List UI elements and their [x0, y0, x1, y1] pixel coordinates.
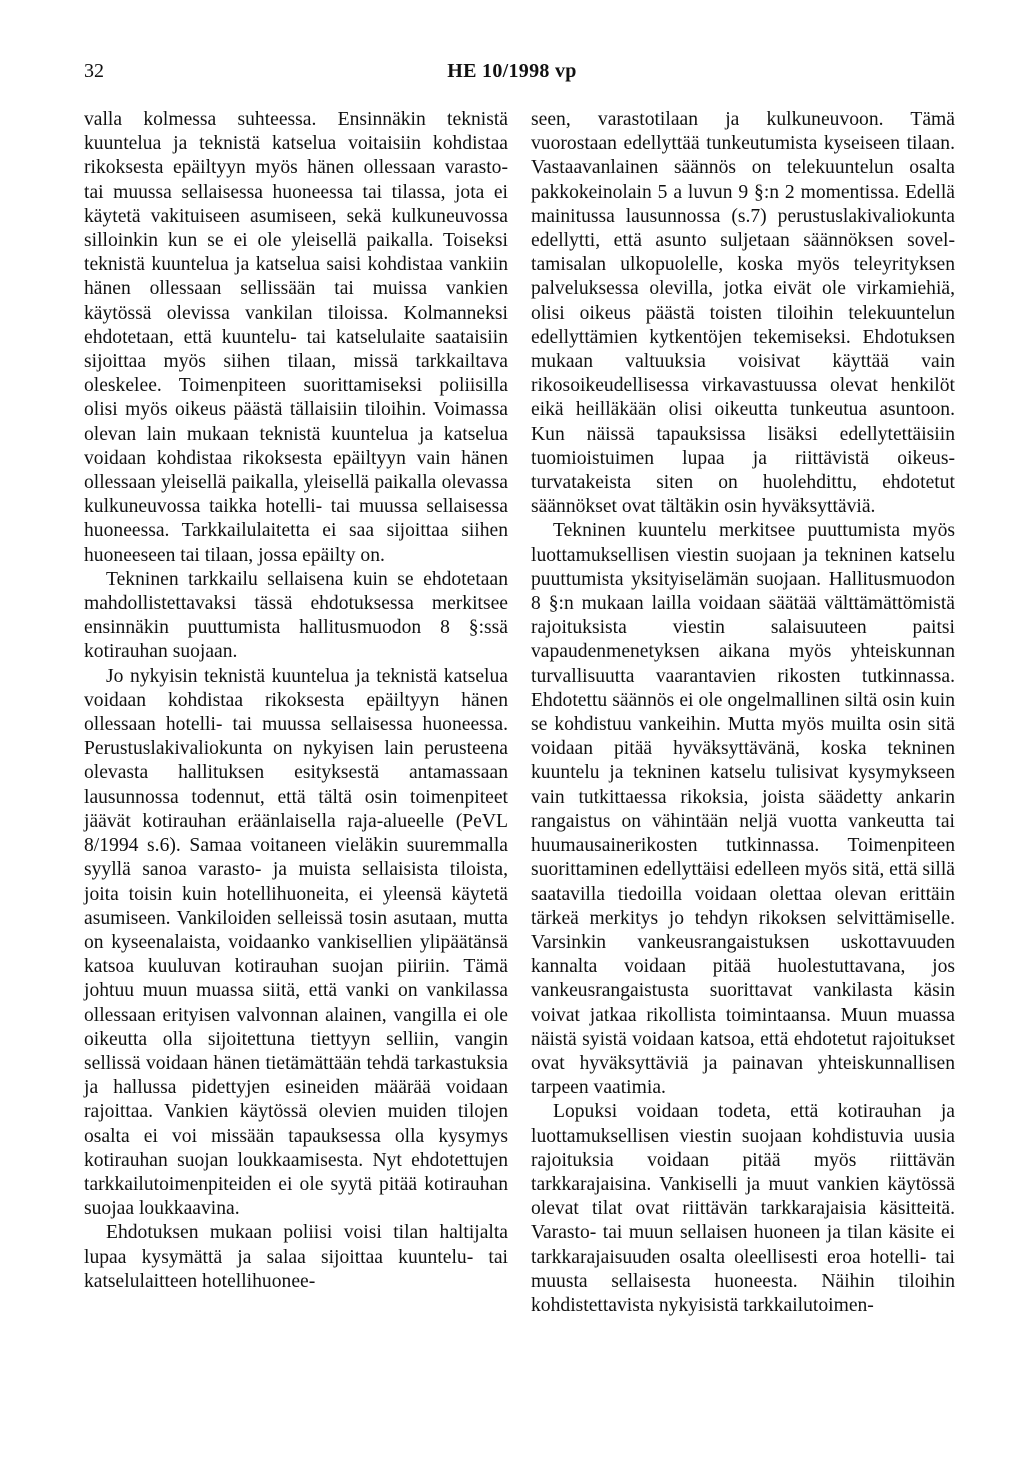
paragraph: Ehdotuksen mukaan poliisi voisi tilan haltijalta lupaa kysymättä ja salaa sijoittaa kuuntelu- tai katselulaitteen hotellihuonee- — [84, 1222, 508, 1292]
left-column — [84, 108, 508, 1294]
paragraph: seen, varastotilaan ja kulkuneuvoon. Tämä vuorostaan edellyttää tunkeutumista kyseiseen tilaan. Vastaavanlainen säännös on telekuuntelun osalta pakkokeinolain 5 a luvun 9 §:n 2 momentissa. Edellä mainitussa lausunnossa (s.7) perustuslakivaliokunta edellytti, että asunto suljetaan säännöksen soveltamisalan ulkopuolelle, koska myös teleyrityksen palveluksessa olevilla, jotka eivät ole virkamiehiä, olisi oikeus päästä toisten tiloihin telekuuntelun edellyttämien kytkentöjen tekemiseksi. Ehdotuksen mukaan valtuuksia voisivat käyttää vain rikosoikeudellisessa virkavastuussa olevat henkilöt eikä heilläkään olisi oikeutta tunkeutua asuntoon. Kun näissä tapauksissa lisäksi edellytettäisiin tuomioistuimen lupaa ja riittävistä oikeusturvatakeista siten on huolehdittu, ehdotetut säännökset ovat tältäkin osin hyväksyttäviä. — [531, 109, 955, 518]
paragraph: Lopuksi voidaan todeta, että kotirauhan ja luottamuksellisen viestin suojaan kohdistuvia uusia rajoituksia voidaan pitää myös riittävän tarkkarajaisina. Vankiselli ja muut vankien käytössä olevat tilat ovat riittävän tarkkarajaisia käsitteitä. Varasto- tai muun sellaisen huoneen ja tilan käsite ei tarkkarajaisuuden osalta oleellisesti eroa hotelli- tai muusta sellaisesta huoneesta. Näihin tiloihin kohdistettavista nykyisistä tarkkailutoimen- — [531, 1101, 955, 1316]
paragraph: Jo nykyisin teknistä kuuntelua ja teknistä katselua voidaan kohdistaa rikoksesta epäiltyyn hänen ollessaan hotelli- tai muussa sellaisessa huoneessa. Perustuslakivaliokunta on nykyisen lain perusteena olevasta hallituksen esityksestä antamassaan lausunnossa todennut, että tältä osin toimenpiteet jäävät kotirauhan eräänlaisella raja-alueelle (PeVL 8/1994 s.6). Samaa voitaneen vieläkin suuremmalla syyllä sanoa varasto- ja muista sellaisista tiloista, joita toisin kuin hotellihuoneita, ei yleensä käytetä asumiseen. Vankiloiden selleissä tosin asutaan, mutta on kyseenalaista, voidaanko vankisellien ylipäätänsä katsoa kuuluvan kotirauhan suojan piiriin. Tämä johtuu muun muassa siitä, että vanki on vankilassa ollessaan erityisen valvonnan alainen, vangilla ei ole oikeutta olla sijoitettuna tiettyyn selliin, vangin sellissä voidaan hänen tietämättään tehdä tarkastuksia ja hallussa pidettyjen esineiden määrää voidaan rajoittaa. Vankien käytössä olevien muiden tilojen osalta ei voi missään tapauksessa olla kysymys kotirauhan suojan loukkaamisesta. Nyt ehdotettujen tarkkailutoimenpiteiden ei ole syytä pitää kotirauhan suojaa loukkaavina. — [84, 665, 508, 1220]
document-id: HE 10/1998 vp — [447, 60, 577, 82]
page-number: 32 — [84, 60, 104, 82]
paragraph: Tekninen kuuntelu merkitsee puuttumista myös luottamuksellisen viestin suojaan ja tekninen katselu puuttumista yksityiselämän suojaan. Hallitusmuodon 8 §:n mukaan lailla voidaan säätää välttämättömistä rajoituksista viestin salaisuuteen paitsi vapaudenmenetyksen aikana myös yhteiskunnan turvallisuutta vaarantavien rikosten tutkinnassa. Ehdotettu säännös ei ole ongelmallinen siltä osin kuin se kohdistuu vankeihin. Mutta myös muilta osin sitä voidaan pitää hyväksyttävänä, koska tekninen kuuntelu ja tekninen katselu tulisivat kysymykseen vain tutkittaessa rikoksia, joista säädetty ankarin rangaistus on vähintään neljä vuotta vankeutta tai huumausainerikosten tutkinnassa. Toimenpiteen suorittaminen edellyttäisi edelleen myös sitä, että sillä saatavilla tiedoilla voidaan olettaa olevan erittäin tärkeä merkitys jo tehdyn rikoksen selvittämiselle. Varsinkin vankeusrangaistuksen uskottavuuden kannalta voidaan pitää huolestuttavana, jos vankeusrangaistusta suorittavat vankilasta käsin voivat jatkaa rikollista toimintaansa. Muun muassa näistä syistä voidaan katsoa, että ehdotetut rajoitukset ovat hyväksyttäviä ja painavan yhteiskunnallisen tarpeen vaatimia. — [531, 520, 955, 1099]
paragraph: Tekninen tarkkailu sellaisena kuin se ehdotetaan mahdollistettavaksi tässä ehdotuksessa merkitsee ensinnäkin puuttumista hallitusmuodon 8 §:ssä kotirauhan suojaan. — [84, 568, 508, 663]
paragraph: valla kolmessa suhteessa. Ensinnäkin teknistä kuuntelua ja teknistä katselua voitaisiin kohdistaa rikoksesta epäiltyyn myös hänen ollessaan varasto- tai muussa sellaisessa huoneessa tai tilassa, jota ei käytetä vakituiseen asumiseen, sekä kulkuneuvossa silloinkin kun se ei ole yleisellä paikalla. Toiseksi teknistä kuuntelua ja katselua saisi kohdistaa vankiin hänen ollessaan sellissään tai muissa vankien käytössä olevissa vankilan tiloissa. Kolmanneksi ehdotetaan, että kuuntelu- tai katselulaite saataisiin sijoittaa myös siihen tilaan, missä tarkkailtava oleskelee. Toimenpiteen suorittamiseksi poliisilla olisi myös oikeus päästä tällaisiin tiloihin. Voimassa olevan lain mukaan teknistä kuuntelua ja katselua voidaan kohdistaa rikoksesta epäiltyyn vain hänen ollessaan yleisellä paikalla, yleisellä paikalla olevassa kulkuneuvossa taikka hotelli- tai muussa sellaisessa huoneessa. Tarkkailulaitetta ei saa sijoittaa siihen huoneeseen tai tilaan, jossa epäilty on. — [84, 109, 508, 566]
right-column — [531, 108, 955, 1318]
page-header — [0, 60, 1024, 90]
